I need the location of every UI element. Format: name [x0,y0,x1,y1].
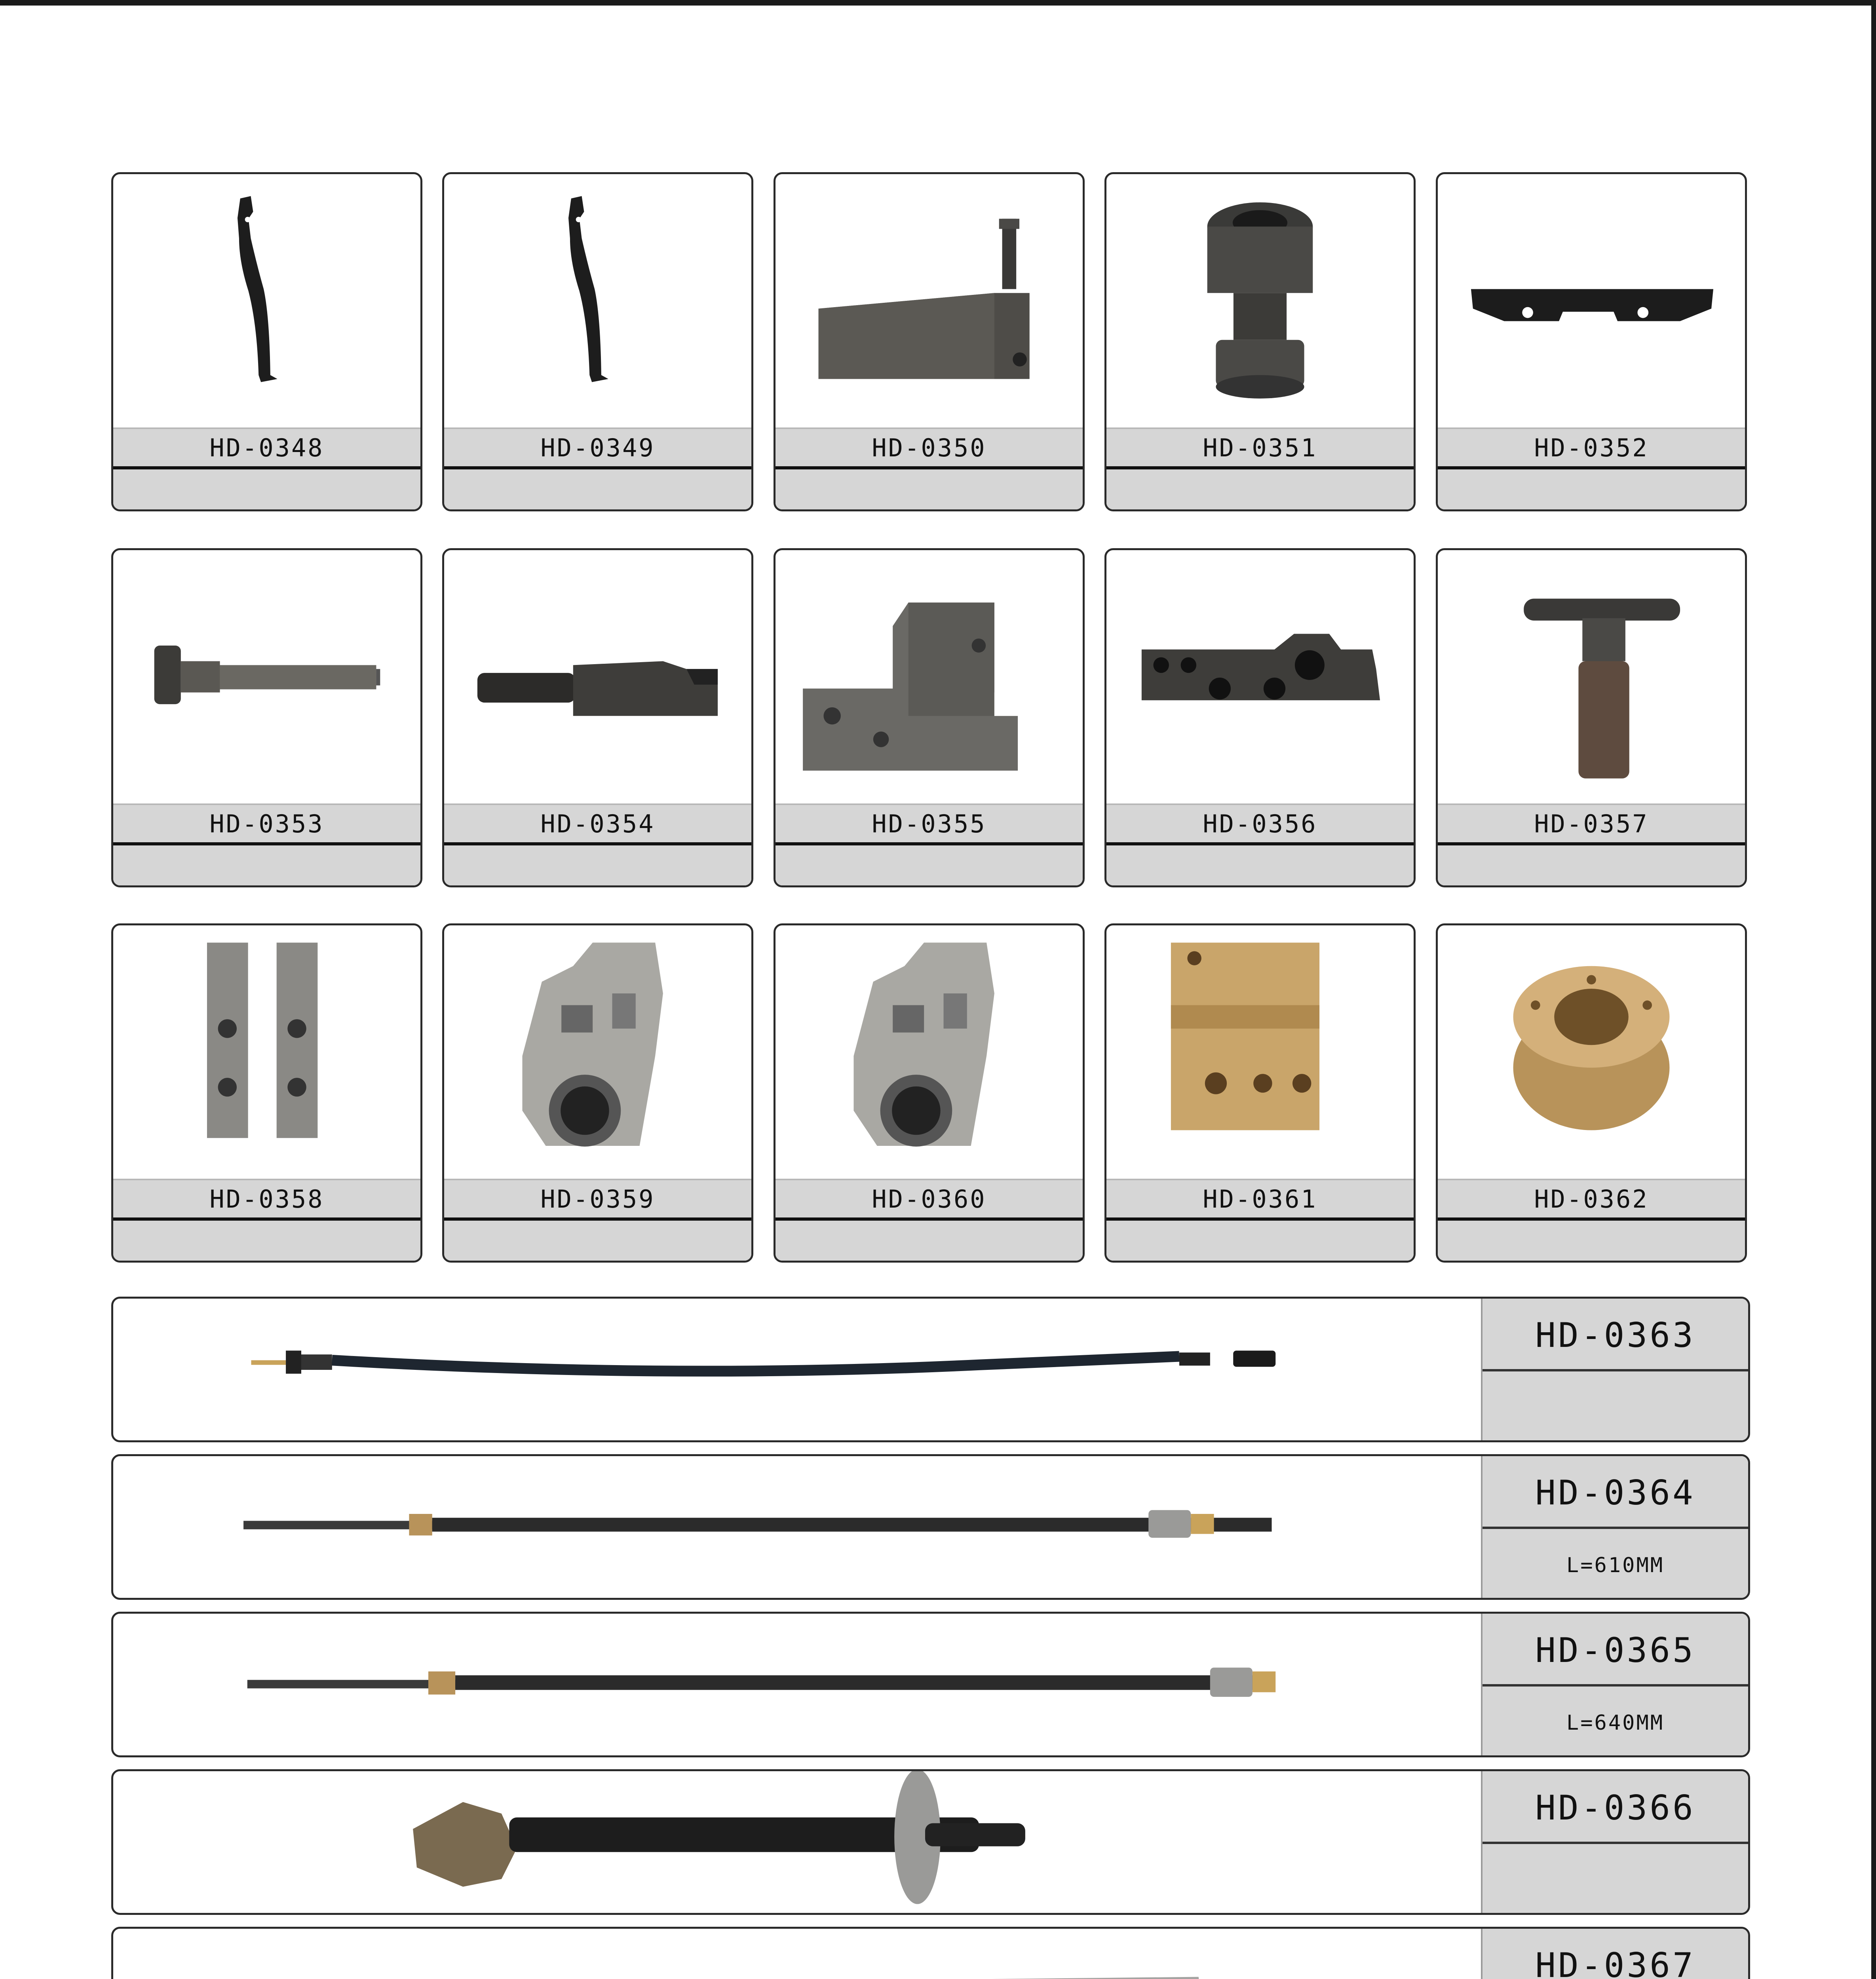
divider [775,466,1083,469]
lead-screw-icon [113,1614,1481,1755]
part-code: HD-0361 [1106,1179,1414,1217]
divider [444,466,751,469]
part-spec [444,1221,751,1263]
part-spec [113,469,420,511]
part-spec [113,845,420,887]
part-label-panel [1481,1614,1748,1755]
divider [1438,842,1745,845]
divider [1438,1217,1745,1221]
part-spec [1483,1371,1748,1442]
part-spec [444,845,751,887]
spec-line: L=640MM [1566,1711,1665,1735]
bracket-block-icon [775,550,1083,803]
part-code: HD-0348 [113,427,420,466]
part-code: HD-0355 [775,803,1083,842]
knurled-pin-icon [113,550,420,803]
flexible-cable-icon [113,1299,1481,1440]
part-card-hd-0354 [442,548,753,887]
part-code: HD-0360 [775,1179,1083,1217]
part-code: HD-0350 [775,427,1083,466]
part-spec [113,1221,420,1263]
part-card-hd-0361 [1104,923,1416,1263]
part-code: HD-0363 [1535,1316,1695,1355]
divider [113,842,420,845]
part-spec [1438,845,1745,887]
part-label-panel [1481,1929,1748,1979]
lever-block-icon [775,174,1083,427]
part-label-panel [1481,1456,1748,1598]
part-spec [1106,1221,1414,1263]
part-spec [1483,1529,1748,1600]
part-card-hd-0351 [1104,172,1416,511]
part-card-hd-0358 [111,923,422,1263]
brass-nut-icon [1438,925,1745,1179]
bent-bracket-icon [113,174,420,427]
part-card-hd-0355 [774,548,1085,887]
part-code: HD-0359 [444,1179,751,1217]
part-spec [1106,845,1414,887]
stepped-shaft-icon [444,550,751,803]
part-code: HD-0352 [1438,427,1745,466]
brass-block-icon [1106,925,1414,1179]
t-handle-icon [1438,550,1745,803]
part-spec [1106,469,1414,511]
part-code: HD-0364 [1535,1473,1695,1513]
part-spec [775,1221,1083,1263]
clamp-jaws-icon [113,925,420,1179]
part-code: HD-0357 [1438,803,1745,842]
divider [444,1217,751,1221]
part-spec [444,469,751,511]
part-card-hd-0360 [774,923,1085,1263]
divider [113,466,420,469]
part-spec [775,469,1083,511]
part-code: HD-0356 [1106,803,1414,842]
part-spec [1483,1844,1748,1915]
drilled-block-icon [1106,550,1414,803]
part-code: HD-0362 [1438,1179,1745,1217]
part-card-hd-0357 [1436,548,1747,887]
part-card-hd-0350 [774,172,1085,511]
part-spec [775,845,1083,887]
part-code: HD-0358 [113,1179,420,1217]
part-code: HD-0354 [444,803,751,842]
part-card-hd-0362 [1436,923,1747,1263]
part-row-hd-0367 [111,1927,1750,1979]
part-card-hd-0349 [442,172,753,511]
part-code: HD-0353 [113,803,420,842]
part-spec [1438,1221,1745,1263]
part-code: HD-0365 [1535,1631,1695,1670]
part-spec [1483,1687,1748,1757]
part-code: HD-0366 [1535,1788,1695,1828]
steel-bar-icon [113,1929,1481,1979]
part-code: HD-0367 [1535,1946,1695,1979]
part-code: HD-0351 [1106,427,1414,466]
divider [775,842,1083,845]
part-code: HD-0349 [444,427,751,466]
part-card-hd-0353 [111,548,422,887]
screw-gear-assembly-icon [113,1771,1481,1913]
part-card-hd-0359 [442,923,753,1263]
part-card-hd-0348 [111,172,422,511]
housing-casting-icon [444,925,751,1179]
part-row-hd-0365 [111,1612,1750,1757]
bent-bracket-icon [444,174,751,427]
part-card-hd-0352 [1436,172,1747,511]
divider [775,1217,1083,1221]
divider [113,1217,420,1221]
lead-screw-icon [113,1456,1481,1598]
divider [444,842,751,845]
part-spec [1438,469,1745,511]
divider [1106,466,1414,469]
part-label-panel [1481,1299,1748,1440]
part-row-hd-0366 [111,1769,1750,1915]
divider [1106,842,1414,845]
divider [1106,1217,1414,1221]
spec-line: L=610MM [1566,1554,1665,1577]
part-label-panel [1481,1771,1748,1913]
housing-casting-icon [775,925,1083,1179]
part-row-hd-0364 [111,1454,1750,1600]
flat-plate-icon [1438,174,1745,427]
part-card-hd-0356 [1104,548,1416,887]
knurled-nut-icon [1106,174,1414,427]
part-row-hd-0363 [111,1297,1750,1442]
divider [1438,466,1745,469]
